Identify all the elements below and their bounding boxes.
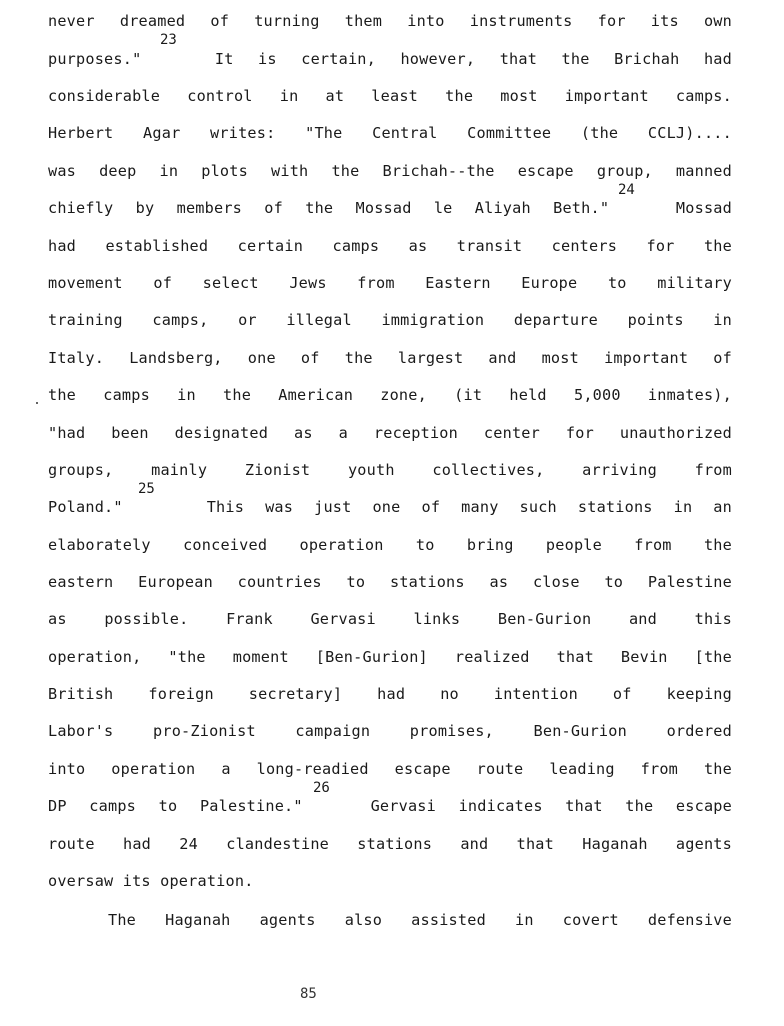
text-line: had established certain camps as transit centers for the	[48, 237, 732, 255]
scan-speck	[36, 402, 38, 404]
text-line: "had been designated as a reception center for unauthorized	[48, 424, 732, 442]
footnote-marker: 25	[138, 481, 155, 497]
footnote-marker: 23	[160, 32, 177, 48]
text-line: operation, "the moment [Ben-Gurion] realized that Bevin [the	[48, 648, 732, 666]
text-line: the camps in the American zone, (it held 5,000 inmates),	[48, 386, 732, 404]
text-line: purposes." It is certain, however, that the Brichah had	[48, 50, 732, 68]
text-line: considerable control in at least the most important camps.	[48, 87, 732, 105]
text-line: Italy. Landsberg, one of the largest and most important of	[48, 349, 732, 367]
paragraph-first-line: The Haganah agents also assisted in covert defensive	[108, 911, 732, 929]
text-line: movement of select Jews from Eastern Europe to military	[48, 274, 732, 292]
text-line: oversaw its operation.	[48, 872, 254, 890]
text-line: Herbert Agar writes: "The Central Committee (the CCLJ)....	[48, 124, 732, 142]
text-line: was deep in plots with the Brichah--the escape group, manned	[48, 162, 732, 180]
text-line: Labor's pro-Zionist campaign promises, Ben-Gurion ordered	[48, 722, 732, 740]
text-line: into operation a long-readied escape route leading from the	[48, 760, 732, 778]
text-line: British foreign secretary] had no intention of keeping	[48, 685, 732, 703]
footnote-marker: 24	[618, 182, 635, 198]
text-line: DP camps to Palestine." Gervasi indicates that the escape	[48, 797, 732, 815]
footnote-marker: 26	[313, 780, 330, 796]
text-line: training camps, or illegal immigration departure points in	[48, 311, 732, 329]
text-line: as possible. Frank Gervasi links Ben-Gurion and this	[48, 610, 732, 628]
text-line: route had 24 clandestine stations and that Haganah agents	[48, 835, 732, 853]
text-line: chiefly by members of the Mossad le Aliyah Beth." Mossad	[48, 199, 732, 217]
page-number: 85	[300, 986, 317, 1002]
text-line: groups, mainly Zionist youth collectives, arriving from	[48, 461, 732, 479]
text-line: never dreamed of turning them into instruments for its own	[48, 12, 732, 30]
text-line: Poland." This was just one of many such stations in an	[48, 498, 732, 516]
text-line: eastern European countries to stations as close to Palestine	[48, 573, 732, 591]
text-line: elaborately conceived operation to bring people from the	[48, 536, 732, 554]
